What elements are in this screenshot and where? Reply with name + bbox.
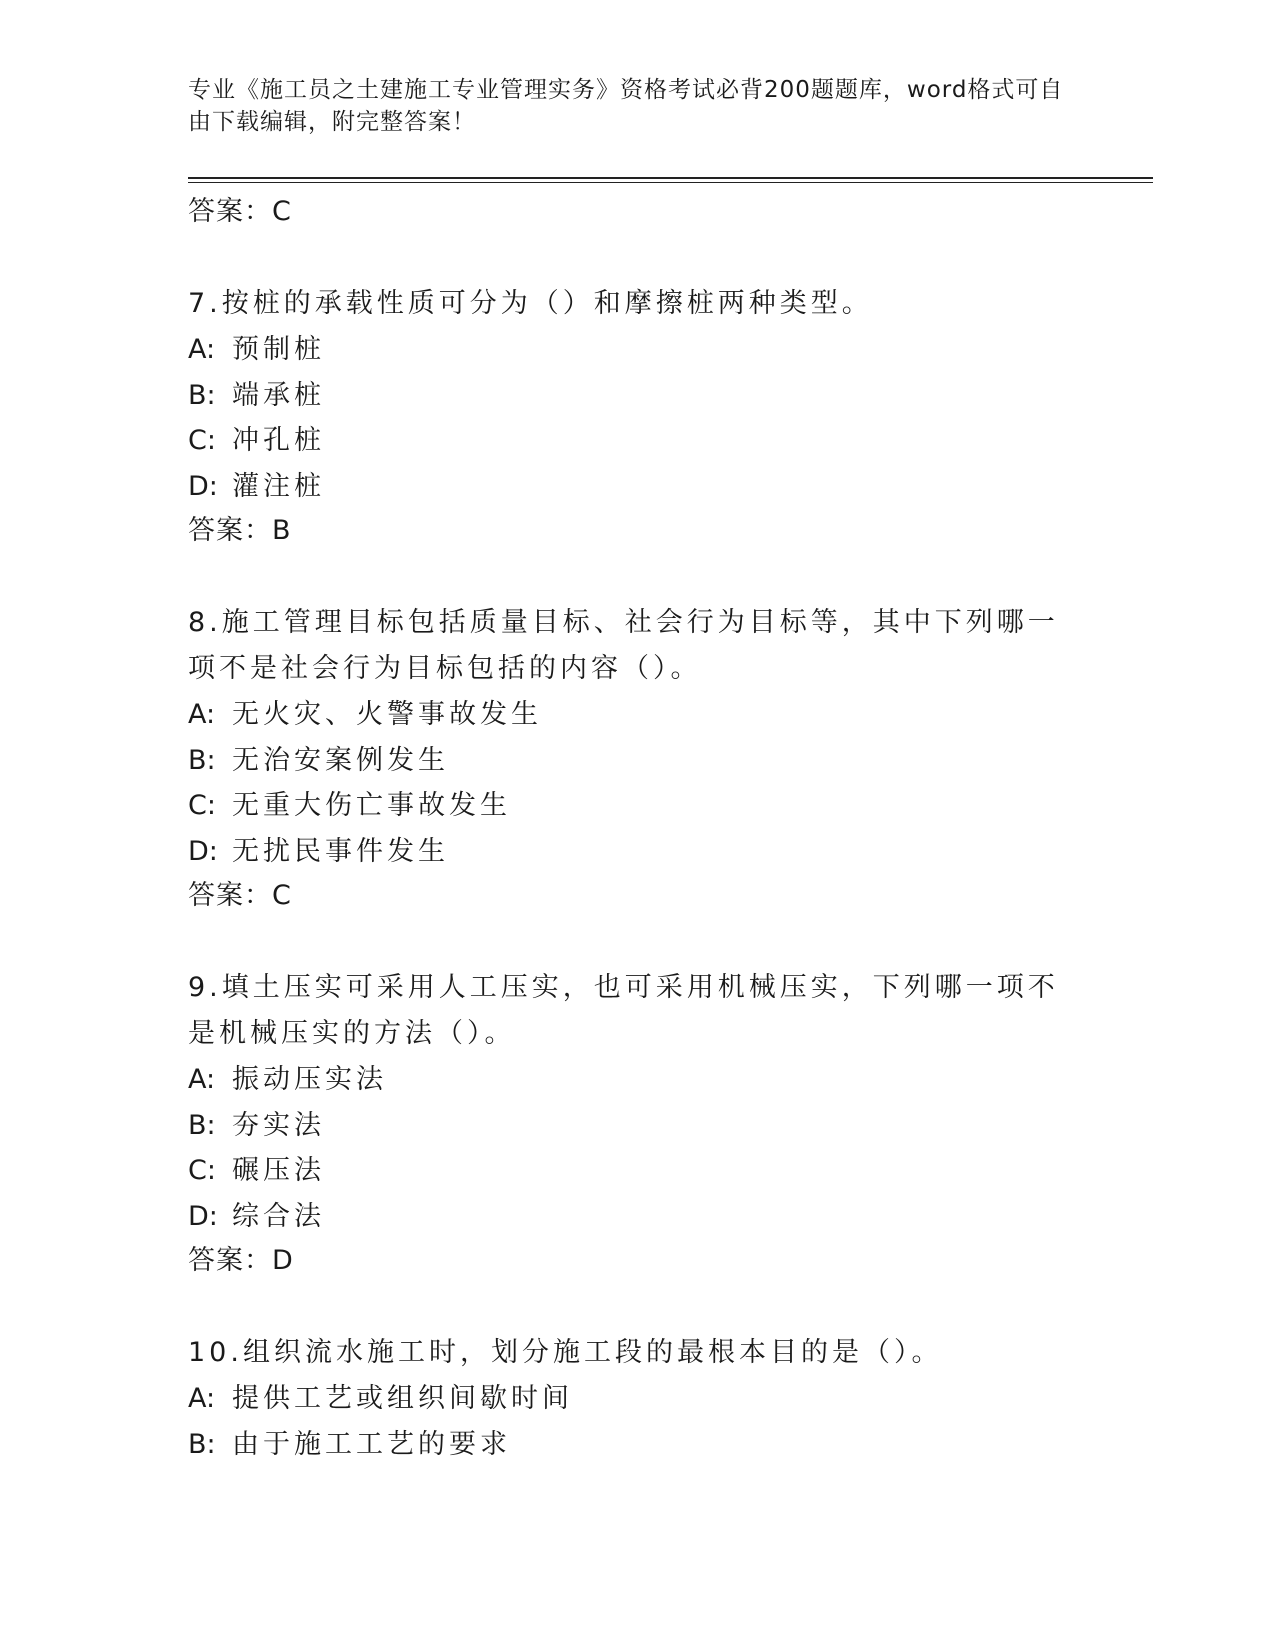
option-letter: B: bbox=[188, 1428, 216, 1460]
option-letter: D: bbox=[188, 1200, 218, 1232]
option-text: 夯实法 bbox=[232, 1109, 325, 1141]
option-c bbox=[188, 1148, 1088, 1194]
option-text: 无重大伤亡事故发生 bbox=[232, 790, 511, 821]
answer-line: 答案：C bbox=[188, 880, 292, 911]
question-text: 7.按桩的承载性质可分为（）和摩擦桩两种类型。 bbox=[188, 288, 873, 319]
question-text: 8.施工管理目标包括质量目标、社会行为目标等，其中下列哪一项不是社会行为目标包括的内容（）。 bbox=[188, 607, 1059, 684]
option-c bbox=[188, 783, 1088, 829]
header-divider bbox=[188, 177, 1153, 179]
answer-line: 答案：C bbox=[188, 196, 292, 227]
answer-line: 答案：B bbox=[188, 515, 292, 546]
question-block bbox=[188, 281, 1088, 553]
option-text: 无扰民事件发生 bbox=[232, 835, 449, 867]
option-c bbox=[188, 418, 1088, 464]
option-text: 振动压实法 bbox=[232, 1064, 387, 1095]
option-letter: D: bbox=[188, 470, 218, 502]
option-text: 端承桩 bbox=[232, 379, 325, 411]
question-block bbox=[188, 1330, 1088, 1467]
option-a bbox=[188, 1376, 1088, 1422]
option-letter: D: bbox=[188, 835, 218, 867]
question-block bbox=[188, 600, 1088, 918]
option-letter: A: bbox=[188, 334, 216, 365]
option-text: 碾压法 bbox=[232, 1155, 325, 1186]
question-list bbox=[188, 190, 1088, 1467]
answer-line: 答案：D bbox=[188, 1245, 294, 1276]
option-letter: B: bbox=[188, 1109, 216, 1141]
option-text: 无治安案例发生 bbox=[232, 744, 449, 776]
option-d bbox=[188, 1194, 1088, 1240]
option-b bbox=[188, 1103, 1088, 1149]
option-text: 灌注桩 bbox=[232, 470, 325, 502]
option-d bbox=[188, 829, 1088, 875]
option-letter: C: bbox=[188, 790, 216, 821]
option-a bbox=[188, 1057, 1088, 1103]
option-b bbox=[188, 373, 1088, 419]
question-text: 10.组织流水施工时，划分施工段的最根本目的是（）。 bbox=[188, 1337, 943, 1368]
question-text: 9.填土压实可采用人工压实，也可采用机械压实，下列哪一项不是机械压实的方法（）。 bbox=[188, 972, 1059, 1049]
option-d bbox=[188, 464, 1088, 510]
option-letter: A: bbox=[188, 1383, 216, 1414]
option-text: 预制桩 bbox=[232, 334, 325, 365]
option-text: 由于施工工艺的要求 bbox=[232, 1428, 511, 1460]
option-letter: B: bbox=[188, 744, 216, 776]
option-b bbox=[188, 738, 1088, 784]
option-letter: B: bbox=[188, 379, 216, 411]
option-text: 冲孔桩 bbox=[232, 425, 325, 456]
option-text: 无火灾、火警事故发生 bbox=[232, 699, 542, 730]
option-letter: C: bbox=[188, 425, 216, 456]
option-text: 综合法 bbox=[232, 1200, 325, 1232]
option-letter: A: bbox=[188, 699, 216, 730]
option-a bbox=[188, 327, 1088, 373]
document-header: 专业《施工员之土建施工专业管理实务》资格考试必背200题题库，word格式可自由下载编辑，附完整答案！ bbox=[188, 77, 1064, 135]
question-block bbox=[188, 965, 1088, 1283]
option-text: 提供工艺或组织间歇时间 bbox=[232, 1383, 573, 1414]
header-divider-thin bbox=[188, 182, 1153, 183]
option-letter: C: bbox=[188, 1155, 216, 1186]
option-letter: A: bbox=[188, 1064, 216, 1095]
option-b bbox=[188, 1422, 1088, 1468]
option-a bbox=[188, 692, 1088, 738]
